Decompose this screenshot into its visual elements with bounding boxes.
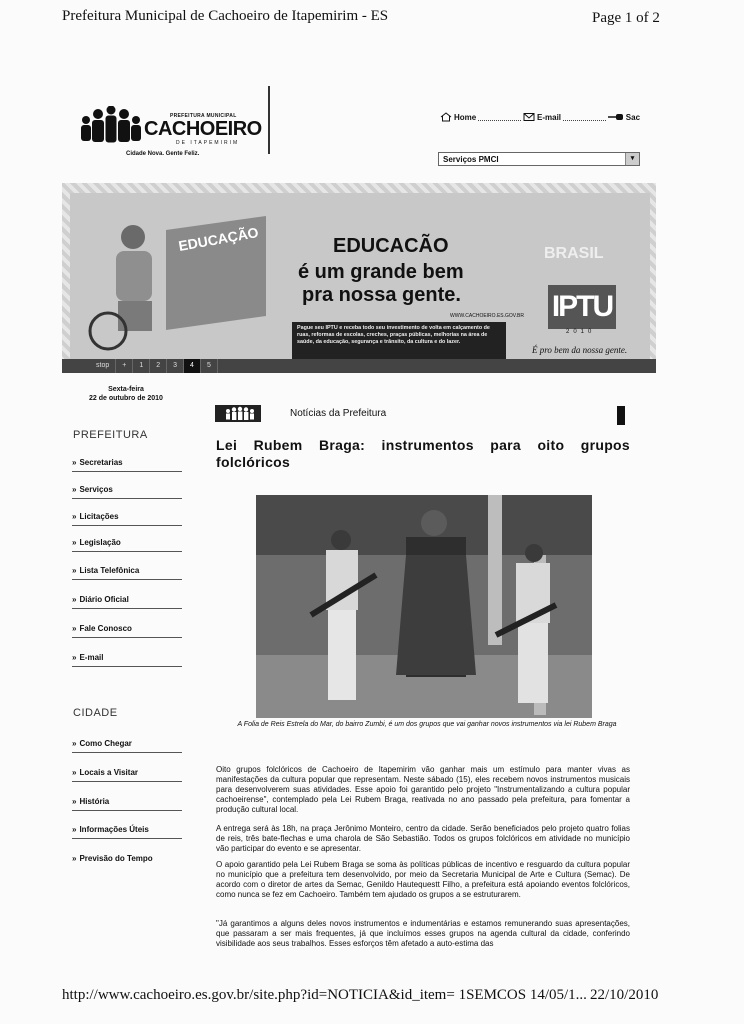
services-select-value: Serviços PMCI — [443, 155, 499, 164]
sidebar-item-lista-telefonica[interactable] — [72, 558, 182, 580]
sidebar-item-label: Licitações — [79, 512, 119, 521]
sidebar-item-label: Informações Úteis — [79, 825, 149, 834]
iptu-logo: IPTU — [548, 285, 616, 329]
sidebar-item-diario-oficial[interactable] — [72, 587, 182, 609]
date-full: 22 de outubro de 2010 — [89, 395, 163, 402]
chevron-down-icon[interactable]: ▾ — [625, 153, 639, 165]
man-in-wheelchair-image — [88, 215, 158, 355]
sidebar-item-label: Fale Conosco — [79, 624, 132, 633]
article-paragraph: "Já garantimos a alguns deles novos instrumentos e indumentárias e estamos remunerando suas apresentações, que passaram a ser mais frequentes, já que incluímos esses grupos na agenda cultural da cidade, conferindo visibilidade aos seus trabalhos. Esses esforços têm afetado a auto-estima das — [216, 919, 630, 948]
article-photo — [256, 495, 592, 718]
banner-image — [70, 193, 650, 363]
chevron-right-icon: » — [72, 458, 77, 467]
services-select[interactable] — [438, 152, 640, 166]
section-marker — [617, 406, 625, 425]
banner-tagline: É pro bem da nossa gente. — [532, 345, 628, 355]
chevron-right-icon: » — [72, 624, 77, 633]
chevron-right-icon: » — [72, 739, 77, 748]
chevron-right-icon: » — [72, 512, 77, 521]
sidebar-item-como-chegar[interactable] — [72, 731, 182, 753]
phone-icon — [608, 112, 624, 122]
article-paragraph: Oito grupos folclóricos de Cachoeiro de Itapemirim vão ganhar mais um estímulo para manter vivas as manifestações da cultura popular que representam. Neste sábado (15), eles recebem novos instrumentos musicais para desenvolverem suas atividades. Esse apoio foi garantido pelo projeto "Instrumentalizando a cultura popular cachoeirense", contemplado pela Lei Rubem Braga, reativada no ano passado pela prefeitura, para fomentar a produção cultural local. — [216, 765, 630, 814]
banner-slide-4[interactable]: 4 — [184, 359, 201, 373]
print-footer-url: http://www.cachoeiro.es.gov.br/site.php?id=NOTICIA&id_item= 1SEMCOS 14/05/1... — [62, 987, 587, 1003]
sidebar-item-secretarias[interactable] — [72, 450, 182, 472]
chevron-right-icon: » — [72, 566, 77, 575]
chevron-right-icon: » — [72, 595, 77, 604]
sidebar-item-label: Previsão do Tempo — [79, 854, 153, 863]
sidebar-item-label: Legislação — [79, 538, 121, 547]
banner-slide-5[interactable]: 5 — [201, 359, 218, 373]
home-link[interactable]: Home — [454, 112, 477, 122]
sidebar-item-informacoes-uteis[interactable] — [72, 817, 182, 839]
people-logo-icon — [215, 405, 261, 422]
section-title: Notícias da Prefeitura — [290, 408, 387, 419]
iptu-year: 2010 — [566, 329, 596, 335]
banner-headline-line2: é um grande bem — [298, 261, 464, 283]
print-page-number: Page 1 of 2 — [592, 10, 660, 26]
banner-info-box: Pague seu IPTU e receba todo seu investimento de volta em calçamento de ruas, reformas de escolas, creches, praças públicas, melhorias na área de saúde, da educação, segurança e trânsito, da cultura e do lazer. — [292, 322, 506, 373]
sidebar-item-label: E-mail — [79, 653, 104, 662]
logo-slogan: Cidade Nova. Gente Feliz. — [126, 151, 200, 157]
banner-brasil-text: BRASIL — [544, 245, 604, 262]
sidebar-item-legislacao[interactable] — [72, 530, 182, 552]
banner-headline-line3: pra nossa gente. — [302, 284, 461, 306]
chevron-right-icon: » — [72, 825, 77, 834]
sidebar-item-historia[interactable] — [72, 789, 182, 811]
print-header-title: Prefeitura Municipal de Cachoeiro de Itapemirim - ES — [62, 8, 389, 24]
banner-stop-button[interactable]: stop — [90, 359, 116, 373]
header-divider — [268, 86, 270, 154]
photo-caption: A Folia de Reis Estrela do Mar, do bairro Zumbi, é um dos grupos que vai ganhar novos instrumentos via lei Rubem Braga — [237, 721, 617, 728]
people-logo-icon — [80, 106, 142, 144]
site-logo[interactable] — [80, 104, 260, 164]
sidebar-item-servicos[interactable] — [72, 477, 182, 499]
folia-de-reis-photo — [256, 495, 592, 718]
banner-site-url: WWW.CACHOEIRO.ES.GOV.BR — [450, 313, 524, 319]
banner-add-button[interactable]: + — [116, 359, 133, 373]
nav-dots — [563, 114, 606, 121]
email-icon — [523, 112, 535, 122]
banner-slide-3[interactable]: 3 — [167, 359, 184, 373]
date-weekday: Sexta-feira — [108, 386, 144, 393]
sidebar-heading-cidade: CIDADE — [73, 707, 118, 719]
promo-banner[interactable] — [62, 183, 656, 373]
sidebar-item-label: Lista Telefônica — [79, 566, 140, 575]
banner-controls — [62, 359, 656, 373]
sidebar-item-label: Locais a Visitar — [79, 768, 139, 777]
logo-name: CACHOEIRO — [144, 118, 262, 140]
email-link[interactable]: E-mail — [537, 112, 562, 122]
article-paragraph: A entrega será às 18h, na praça Jerônimo Monteiro, centro da cidade. Serão beneficiados pelo projeto quatro folias de reis, três bate-flechas e uma charola de São Sebastião. Todos os grupos folclóricos em atividade no município vão participar do evento e se apresentar. — [216, 824, 630, 853]
sidebar-item-fale-conosco[interactable] — [72, 616, 182, 638]
sidebar-heading-prefeitura: PREFEITURA — [73, 429, 148, 441]
sidebar-item-previsao-do-tempo[interactable] — [72, 846, 182, 868]
sidebar-item-licitacoes[interactable] — [72, 504, 182, 526]
chevron-right-icon: » — [72, 653, 77, 662]
cube-label: EDUCAÇÃO — [177, 224, 260, 254]
chevron-right-icon: » — [72, 768, 77, 777]
logo-top-text: PREFEITURA MUNICIPAL — [170, 113, 237, 119]
sidebar-item-label: Como Chegar — [79, 739, 132, 748]
article-title: Lei Rubem Braga: instrumentos para oito grupos folclóricos — [216, 437, 630, 470]
logo-subtitle: DE ITAPEMIRIM — [176, 140, 240, 146]
sidebar-item-label: Diário Oficial — [79, 595, 129, 604]
banner-slide-2[interactable]: 2 — [150, 359, 167, 373]
sidebar-item-email[interactable] — [72, 645, 182, 667]
chevron-right-icon: » — [72, 854, 77, 863]
banner-headline: EDUCACÃO — [333, 235, 449, 257]
banner-slide-1[interactable]: 1 — [133, 359, 150, 373]
current-date — [86, 385, 166, 403]
chevron-right-icon: » — [72, 797, 77, 806]
sidebar-item-label: Serviços — [79, 485, 113, 494]
print-footer-date: 22/10/2010 — [590, 987, 659, 1003]
chevron-right-icon: » — [72, 485, 77, 494]
chevron-right-icon: » — [72, 538, 77, 547]
top-navigation — [440, 112, 640, 122]
article-paragraph: O apoio garantido pela Lei Rubem Braga se soma às políticas públicas de incentivo e resguardo da cultura popular no município que a prefeitura tem desenvolvido, por meio da Secretaria Municipal de Arte e Cultura (Semac). De acordo com o diretor de artes da Semac, Genildo Hautequestt Filho, a prefeitura está apoiando eventos folclóricos, como nunca se fez em Cachoeiro. Também tem ajudado os grupos a se estruturarem. — [216, 860, 630, 899]
section-logo — [215, 405, 261, 422]
sac-link[interactable]: Sac — [625, 112, 641, 122]
nav-dots — [478, 114, 521, 121]
sidebar-item-label: História — [79, 797, 110, 806]
sidebar-item-locais-a-visitar[interactable] — [72, 760, 182, 782]
sidebar-item-label: Secretarias — [79, 458, 123, 467]
home-icon — [440, 112, 452, 122]
